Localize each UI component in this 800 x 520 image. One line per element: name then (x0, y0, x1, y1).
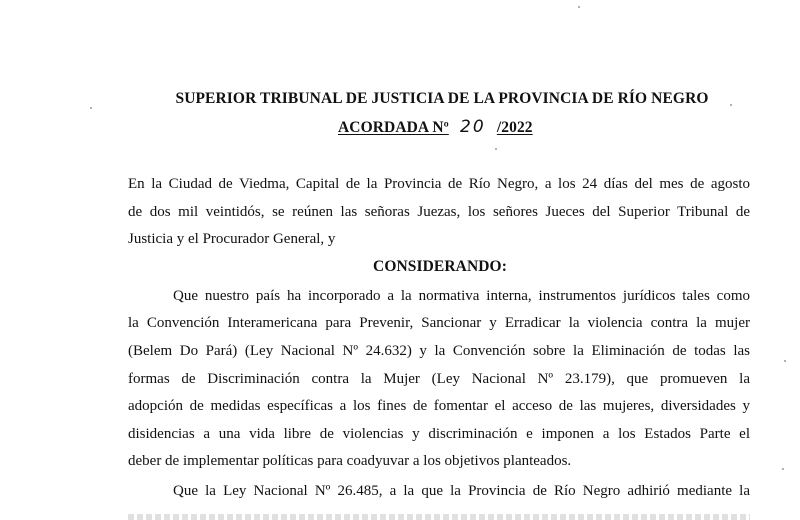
acordada-year: /2022 (496, 119, 533, 136)
paragraph-line: deber de implementar políticas para coadyuvar a los objetivos planteados. (128, 453, 572, 469)
intro-line: En la Ciudad de Viedma, Capital de la Provincia de Río Negro, a los 24 días del mes de agosto (128, 176, 750, 192)
paragraph-line: (Belem Do Pará) (Ley Nacional Nº 24.632) y la Convención sobre la Eliminación de todas las (128, 343, 750, 359)
considerando-heading: CONSIDERANDO: (373, 258, 507, 275)
paragraph-line: disidencias a una vida libre de violencias y discriminación e imponen a los Estados Parte el (128, 426, 750, 442)
acordada-prefix: ACORDADA Nº (338, 119, 449, 136)
cut-off-text-line (128, 514, 750, 520)
paragraph-line: Que la Ley Nacional Nº 26.485, a la que la Provincia de Río Negro adhirió mediante la (173, 483, 750, 499)
paragraph-line: formas de Discriminación contra la Mujer (Ley Nacional Nº 23.179), que promueven la (128, 371, 750, 387)
paragraph-line: Que nuestro país ha incorporado a la normativa interna, instrumentos jurídicos tales como (173, 288, 750, 304)
scan-speck (578, 6, 580, 8)
acordada-number-handwritten: 20 (460, 117, 486, 137)
scan-speck (784, 360, 786, 362)
scan-speck (782, 468, 784, 470)
intro-line: Justicia y el Procurador General, y (128, 231, 336, 247)
acordada-title (338, 117, 533, 137)
scan-speck (495, 148, 497, 150)
institution-title: SUPERIOR TRIBUNAL DE JUSTICIA DE LA PROVINCIA DE RÍO NEGRO (175, 90, 709, 107)
paragraph-line: adopción de medidas específicas a los fines de fomentar el acceso de las mujeres, diversidades y (128, 398, 750, 414)
paragraph-line: la Convención Interamericana para Prevenir, Sancionar y Erradicar la violencia contra la mujer (128, 315, 750, 331)
intro-line: de dos mil veintidós, se reúnen las señoras Juezas, los señores Jueces del Superior Tribunal de (128, 204, 750, 220)
